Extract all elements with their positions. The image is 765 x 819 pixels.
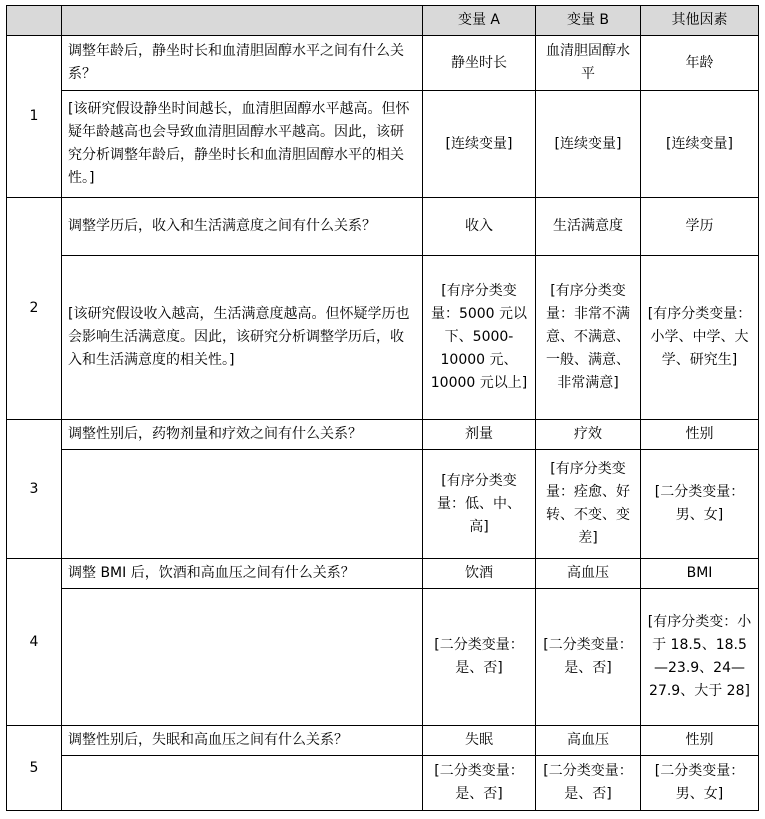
hypothesis-cell (62, 450, 423, 559)
other-factor-cell: 学历 (641, 198, 759, 256)
variable-a-cell: 静坐时长 (423, 36, 536, 91)
header-row (7, 6, 759, 36)
header-other-factor: 其他因素 (641, 6, 759, 36)
header-variable-a: 变量 A (423, 6, 536, 36)
other-factor-type-cell: [连续变量] (641, 91, 759, 198)
other-factor-cell: BMI (641, 559, 759, 589)
variable-b-cell: 生活满意度 (536, 198, 641, 256)
row-number: 2 (7, 198, 62, 420)
table-row (7, 756, 759, 811)
question-cell: 调整学历后，收入和生活满意度之间有什么关系？ (62, 198, 423, 256)
variable-b-cell: 高血压 (536, 559, 641, 589)
other-factor-cell: 性别 (641, 420, 759, 450)
variable-b-type-cell: [二分类变量：是、否] (536, 756, 641, 811)
table-row (7, 450, 759, 559)
other-factor-type-cell: [有序分类变：小于 18.5、18.5—23.9、24—27.9、大于 28] (641, 589, 759, 726)
variable-a-type-cell: [有序分类变量：低、中、高] (423, 450, 536, 559)
question-cell: 调整性别后，失眠和高血压之间有什么关系？ (62, 726, 423, 756)
hypothesis-cell (62, 589, 423, 726)
hypothesis-cell (62, 756, 423, 811)
row-number: 3 (7, 420, 62, 559)
row-number: 5 (7, 726, 62, 811)
table-row (7, 420, 759, 450)
hypothesis-cell: [该研究假设静坐时间越长，血清胆固醇水平越高。但怀疑年龄越高也会导致血清胆固醇水平越高。因此，该研究分析调整年龄后，静坐时长和血清胆固醇水平的相关性。] (62, 91, 423, 198)
other-factor-type-cell: [有序分类变量：小学、中学、大学、研究生] (641, 256, 759, 420)
variable-b-type-cell: [有序分类变量：非常不满意、不满意、一般、满意、非常满意] (536, 256, 641, 420)
table-row (7, 198, 759, 256)
table-row (7, 559, 759, 589)
variable-b-cell: 血清胆固醇水平 (536, 36, 641, 91)
variable-a-type-cell: [二分类变量：是、否] (423, 756, 536, 811)
variable-a-cell: 失眠 (423, 726, 536, 756)
variable-a-type-cell: [二分类变量：是、否] (423, 589, 536, 726)
header-question (62, 6, 423, 36)
header-number (7, 6, 62, 36)
other-factor-type-cell: [二分类变量：男、女] (641, 450, 759, 559)
variable-a-cell: 饮酒 (423, 559, 536, 589)
variable-b-type-cell: [连续变量] (536, 91, 641, 198)
other-factor-type-cell: [二分类变量：男、女] (641, 756, 759, 811)
question-cell: 调整性别后，药物剂量和疗效之间有什么关系？ (62, 420, 423, 450)
variable-b-cell: 高血压 (536, 726, 641, 756)
table-row (7, 726, 759, 756)
table-row (7, 91, 759, 198)
variable-a-cell: 收入 (423, 198, 536, 256)
table-row (7, 589, 759, 726)
variable-a-type-cell: [有序分类变量：5000 元以下、5000-10000 元、10000 元以上] (423, 256, 536, 420)
row-number: 4 (7, 559, 62, 726)
row-number: 1 (7, 36, 62, 198)
header-variable-b: 变量 B (536, 6, 641, 36)
variable-b-type-cell: [二分类变量：是、否] (536, 589, 641, 726)
table-row (7, 256, 759, 420)
variable-a-type-cell: [连续变量] (423, 91, 536, 198)
hypothesis-cell: [该研究假设收入越高，生活满意度越高。但怀疑学历也会影响生活满意度。因此，该研究分析调整学历后，收入和生活满意度的相关性。] (62, 256, 423, 420)
variable-b-cell: 疗效 (536, 420, 641, 450)
variable-a-cell: 剂量 (423, 420, 536, 450)
other-factor-cell: 性别 (641, 726, 759, 756)
variable-b-type-cell: [有序分类变量：痊愈、好转、不变、变差] (536, 450, 641, 559)
question-cell: 调整 BMI 后，饮酒和高血压之间有什么关系？ (62, 559, 423, 589)
other-factor-cell: 年龄 (641, 36, 759, 91)
table-row (7, 36, 759, 91)
variables-table (6, 5, 759, 811)
question-cell: 调整年龄后，静坐时长和血清胆固醇水平之间有什么关系？ (62, 36, 423, 91)
